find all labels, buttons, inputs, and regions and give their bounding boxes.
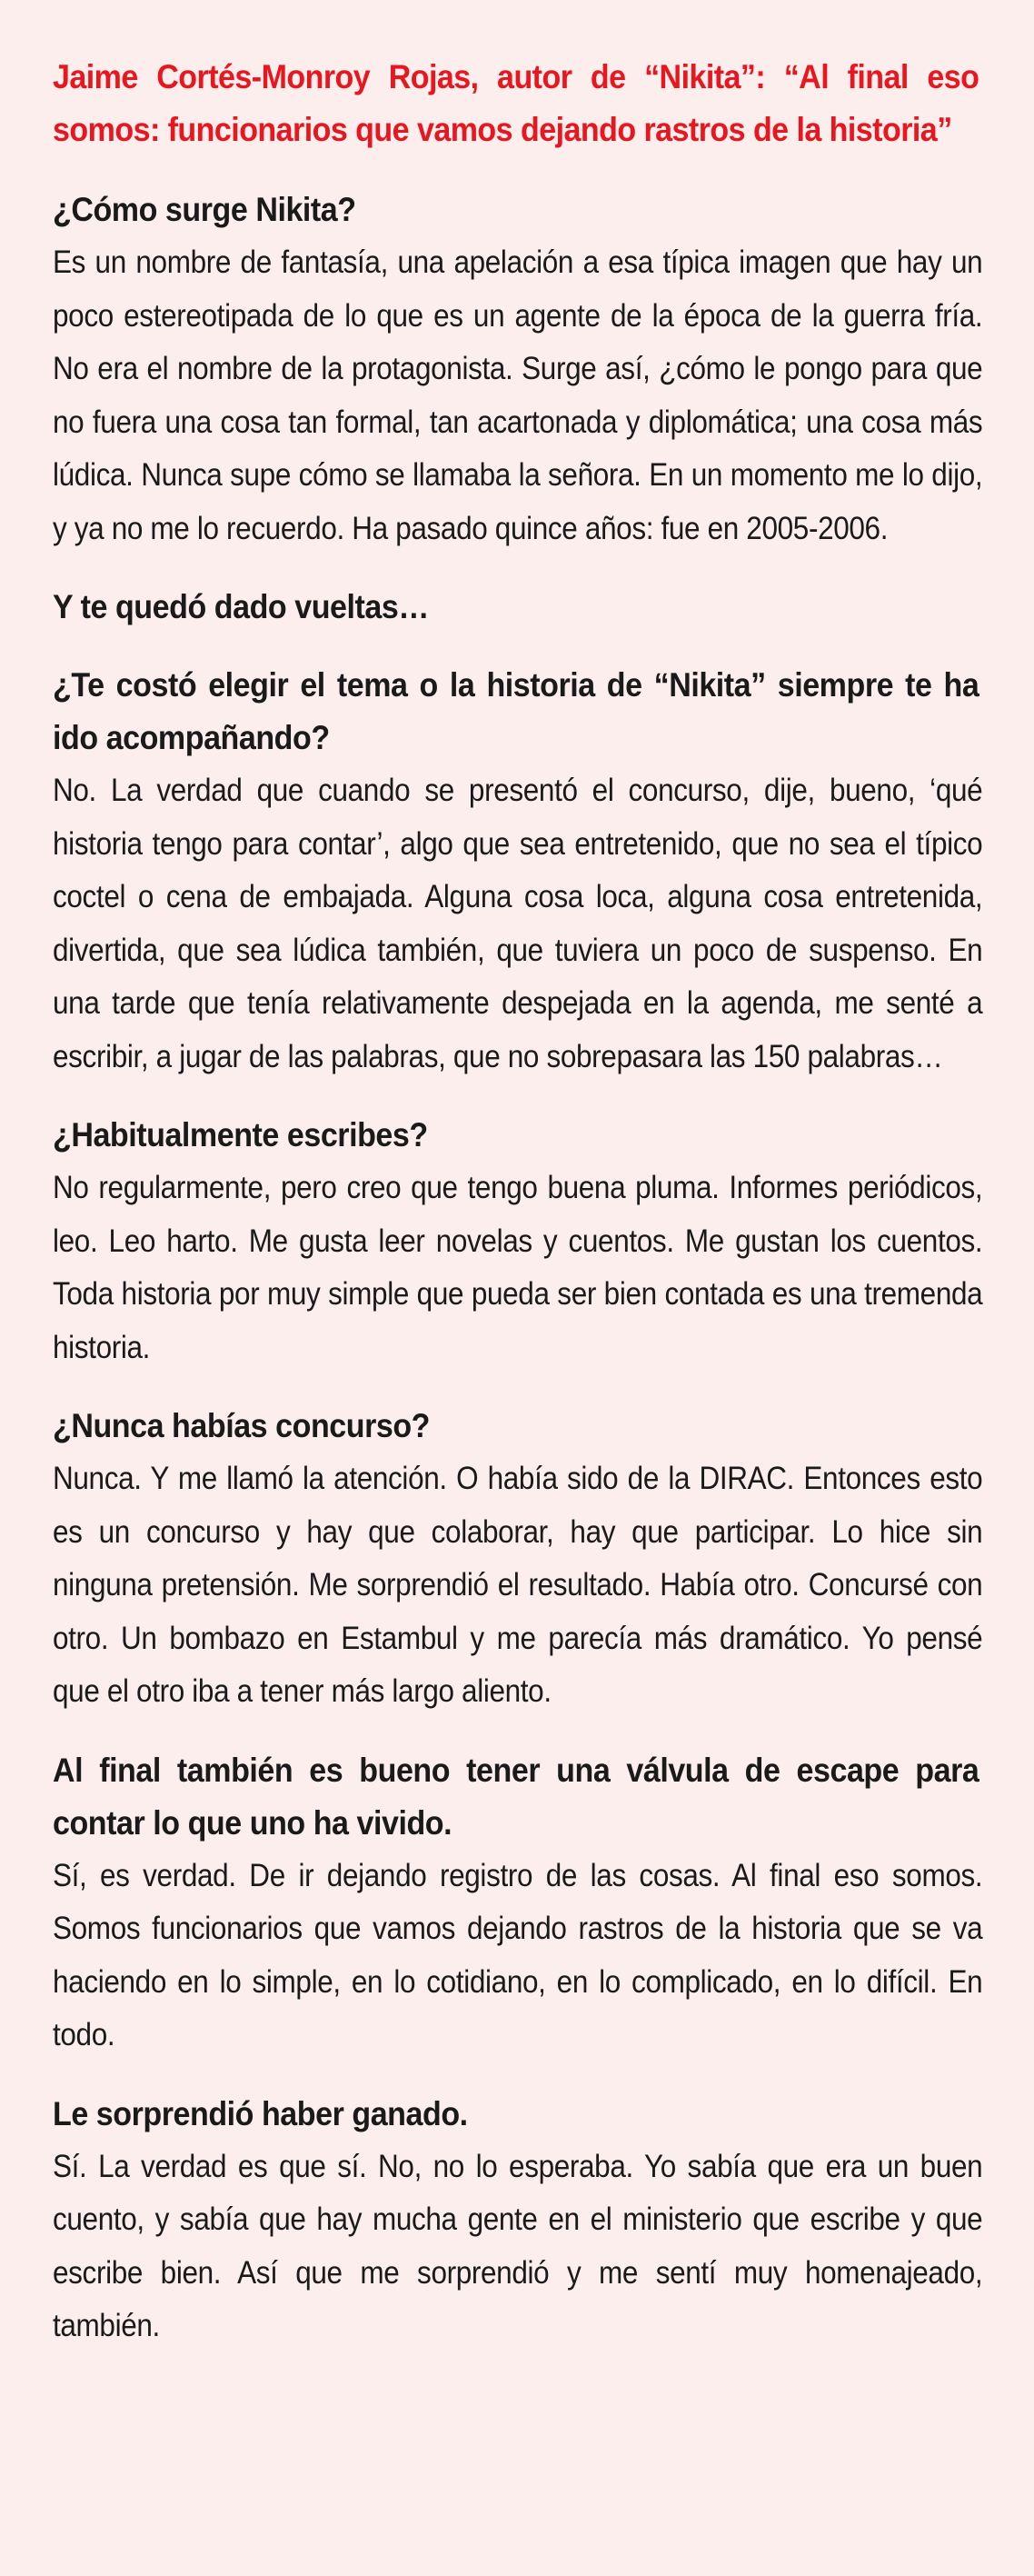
qa-section: [53, 581, 983, 634]
question: ¿Habitualmente escribes?: [53, 1116, 428, 1153]
question: ¿Te costó elegir el tema o la historia de “Nikita” siempre te ha ido acompañando?: [53, 666, 979, 756]
qa-section: [53, 1109, 983, 1374]
answer: Sí. La verdad es que sí. No, no lo esperaba. Yo sabía que era un buen cuento, y sabía que hay mucha gente en el ministerio que escribe y que escribe bien. Así que me sorprendió y me sentí muy homenajeado, también.: [53, 2148, 983, 2343]
answer: No. La verdad que cuando se presentó el concurso, dije, bueno, ‘qué historia tengo para contar’, algo que sea entretenido, que no sea el típico coctel o cena de embajada. Alguna cosa loca, alguna cosa entretenida, divertida, que sea lúdica también, que tuviera un poco de suspenso. En una tarde que tenía relativamente despejada en la agenda, me senté a escribir, a jugar de las palabras, que no sobrepasara las 150 palabras…: [53, 773, 983, 1074]
question: ¿Nunca habías concurso?: [53, 1407, 431, 1444]
answer: Sí, es verdad. De ir dejando registro de las cosas. Al final eso somos. Somos funcionarios que vamos dejando rastros de la historia que se va haciendo en lo simple, en lo cotidiano, en lo complicado, en lo difícil. En todo.: [53, 1857, 983, 2052]
answer: Es un nombre de fantasía, una apelación a esa típica imagen que hay un poco estereotipada de lo que es un agente de la época de la guerra fría. No era el nombre de la protagonista. Surge así, ¿cómo le pongo para que no fuera una cosa tan formal, tan acartonada y diplomática; una cosa más lúdica. Nunca supe cómo se llamaba la señora. En un momento me lo dijo, y ya no me lo recuerdo. Ha pasado quince años: fue en 2005-2006.: [53, 245, 983, 546]
qa-section: [53, 184, 983, 555]
question: ¿Cómo surge Nikita?: [53, 191, 356, 228]
answer: No regularmente, pero creo que tengo buena pluma. Informes periódicos, leo. Leo harto. Me gusta leer novelas y cuentos. Me gustan los cuentos. Toda historia por muy simple que pueda ser bien contada es una tremenda historia.: [53, 1170, 983, 1365]
question: Al final también es bueno tener una válvula de escape para contar lo que uno ha vivido.: [53, 1751, 979, 1842]
question: Le sorprendió haber ganado.: [53, 2094, 468, 2132]
question: Y te quedó dado vueltas…: [53, 588, 429, 625]
qa-section: [53, 1400, 983, 1719]
qa-section: [53, 1744, 983, 2062]
answer: Nunca. Y me llamó la atención. O había sido de la DIRAC. Entonces esto es un concurso y hay que colaborar, hay que participar. Lo hice sin ninguna pretensión. Me sorprendió el resultado. Había otro. Concursé con otro. Un bombazo en Estambul y me parecía más dramático. Yo pensé que el otro iba a tener más largo aliento.: [53, 1461, 983, 1709]
article-headline: Jaime Cortés-Monroy Rojas, autor de “Nikita”: “Al final eso somos: funcionarios que vamos dejando rastros de la historia”: [53, 58, 979, 148]
qa-section: [53, 659, 983, 1083]
qa-section: [53, 2088, 983, 2353]
